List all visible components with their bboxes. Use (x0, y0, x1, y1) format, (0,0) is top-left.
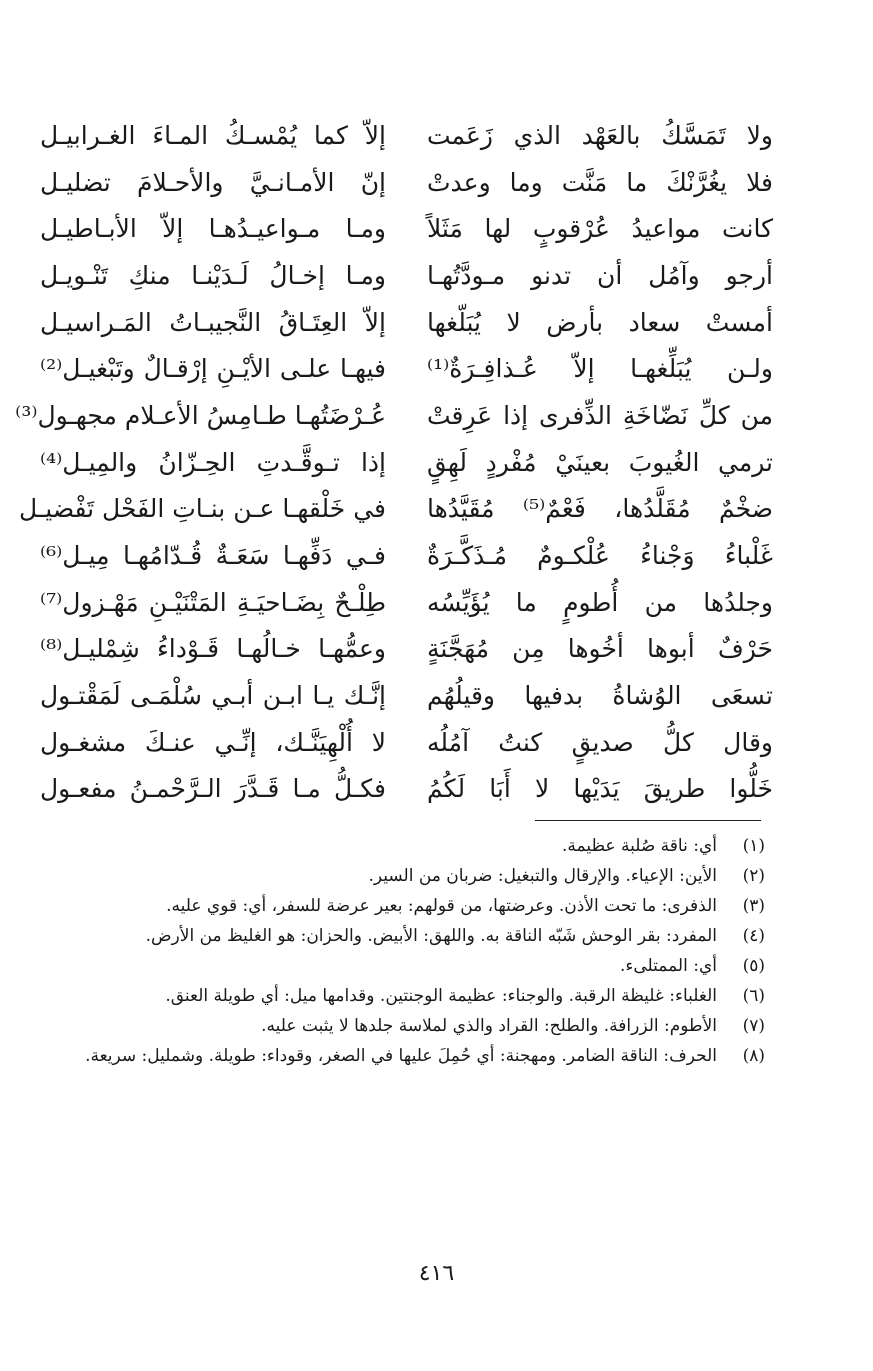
first-hemistich: ولـن يُبَلِّغهـا إلاّ عُـذافِـرَةٌ⁽¹⁾ (427, 354, 773, 384)
verse (19, 486, 774, 533)
first-hemistich: وقال كلُّ صديقٍ كنتُ آمُلُه (427, 727, 773, 757)
verse (40, 299, 773, 346)
second-hemistich: ومـا إخـالُ لَـدَيْنـا منكِ تَنْـويـل (40, 260, 386, 290)
footnote (48, 982, 765, 1011)
second-hemistich: ومـا مـواعيـدُهـا إلاّ الأبـاطيـل (40, 214, 386, 244)
footnote (48, 1012, 765, 1041)
first-hemistich: فلا يغُرَّنْكَ ما مَنَّت وما وعدتْ (427, 167, 773, 197)
verse (40, 766, 773, 813)
second-hemistich: إنّ الأمـانـيَّ والأحـلامَ تضليـل (40, 167, 386, 197)
first-hemistich: حَرْفٌ أبوها أخُوها مِن مُهَجَّنَةٍ (427, 634, 773, 664)
verse (40, 579, 773, 626)
verse (40, 719, 773, 766)
second-hemistich: فـي دَفِّهـا سَعَـةٌ قُـدّامُهـا مِيـل⁽⁶⁾ (40, 541, 386, 571)
verse (40, 345, 773, 392)
first-hemistich: أمستْ سعاد بأرض لا يُبَلّغها (427, 307, 773, 337)
second-hemistich: إلاّ كما يُمْسـكُ المـاءَ الغـرابيـل (40, 120, 386, 150)
footnote (48, 892, 765, 921)
second-hemistich: في خَلْقهـا عـن بنـاتِ الفَحْل تَفْضيـل (19, 494, 386, 524)
footnote-number: (٥) (742, 956, 765, 976)
footnote (48, 832, 765, 861)
footnote-text: أي: الممتلىء. (619, 956, 717, 976)
verse (40, 205, 773, 252)
footnote (48, 862, 765, 891)
verse (40, 252, 773, 299)
second-hemistich: طِلْـحٌ بِضَـاحيَـةِ المَتْنَيْـنِ مَهْـزول⁽⁷⁾ (40, 587, 386, 617)
second-hemistich: فكـلُّ مـا قَـدَّرَ الـرَّحْمـنُ مفعـول (40, 774, 386, 804)
first-hemistich: من كلِّ نَضّاخَةِ الذِّفرى إذا عَرِقتْ (427, 400, 773, 430)
footnote-text: أي: ناقة صُلبة عظيمة. (562, 836, 717, 856)
footnote-number: (٣) (742, 896, 765, 916)
second-hemistich: إنَّـك يـا ابـن أبـي سُلْمَـى لَمَقْتـول (40, 681, 386, 711)
footnote-number: (٢) (742, 866, 765, 886)
second-hemistich: وعمُّهـا خـالُهـا قَـوْداءُ شِمْليـل⁽⁸⁾ (40, 634, 386, 664)
footnote-text: الذفرى: ما تحت الأذن. وعرضتها، من قولهم: بعير عرضة للسفر، أي: قوي عليه. (166, 896, 717, 916)
first-hemistich: خَلُّوا طريقَ يَدَيْها لا أَبَا لَكُمُ (427, 774, 773, 804)
second-hemistich: إلاّ العِتَـاقُ النَّجيبـاتُ المَـراسيـل (40, 307, 386, 337)
first-hemistich: ولا تَمَسَّكُ بالعَهْد الذي زَعَمت (427, 120, 773, 150)
verse (40, 672, 773, 719)
second-hemistich: عُـرْضَتُهـا طـامِسُ الأعـلام مجهـول⁽³⁾ (15, 400, 386, 430)
verse (15, 392, 773, 439)
verse (40, 439, 773, 486)
footnote-number: (٤) (742, 926, 765, 946)
footnote-number: (١) (742, 836, 765, 856)
first-hemistich: تسعَى الوُشاةُ بدفيها وقيلُهُم (427, 681, 773, 711)
second-hemistich: لا أُلْهِيَنَّـك، إنِّـي عنـكَ مشغـول (40, 727, 386, 757)
footnote (48, 1042, 765, 1071)
footnotes (48, 832, 765, 1072)
verse (40, 159, 773, 206)
footnote-text: الحرف: الناقة الضامر. ومهجنة: أي حُمِلَ عليها في الصغر، وقوداء: طويلة. وشمليل: سريعة. (85, 1046, 717, 1066)
first-hemistich: ضخْمٌ مُقَلَّدُها، فَعْمٌ⁽⁵⁾ مُقَيَّدُها (427, 494, 774, 524)
second-hemistich: فيهـا علـى الأيْـنِ إرْقـالٌ وتَبْغيـل⁽²⁾ (40, 354, 386, 384)
first-hemistich: كانت مواعيدُ عُرْقوبٍ لها مَثَلاً (427, 214, 773, 244)
first-hemistich: غَلْباءُ وَجْناءُ عُلْكـومٌ مُـذَكَّـرَةٌ (427, 541, 773, 571)
footnote-text: الأين: الإعياء. والإرقال والتبغيل: ضربان من السير. (368, 866, 717, 886)
footnote-number: (٨) (742, 1046, 765, 1066)
footnote-separator (535, 820, 761, 821)
verse (40, 532, 773, 579)
footnote-number: (٦) (742, 986, 765, 1006)
footnote-text: الأطوم: الزرافة. والطلح: القراد والذي لملاسة جلدها لا يثبت عليه. (261, 1016, 717, 1036)
second-hemistich: إذا تـوقَّـدتِ الحِـزّانُ والمِيـل⁽⁴⁾ (40, 447, 386, 477)
poem (15, 112, 774, 812)
first-hemistich: وجلدُها من أُطومٍ ما يُؤَيِّسُه (427, 587, 773, 617)
page-number: ٤١٦ (418, 1261, 455, 1286)
verse (40, 626, 773, 673)
footnote-text: الغلباء: غليظة الرقبة. والوجناء: عظيمة الوجنتين. وقدامها ميل: أي طويلة العنق. (165, 986, 717, 1006)
footnote (48, 952, 765, 981)
footnote-text: المفرد: بقر الوحش شَبّه الناقة به. واللهق: الأبيض. والحزان: هو الغليظ من الأرض. (145, 926, 717, 946)
footnote (48, 922, 765, 951)
first-hemistich: أرجو وآمُل أن تدنو مـودَّتُهـا (427, 260, 773, 290)
first-hemistich: ترمي الغُيوبَ بعينَيْ مُفْردٍ لَهِقٍ (427, 447, 773, 477)
footnote-number: (٧) (742, 1016, 765, 1036)
verse (40, 112, 773, 159)
